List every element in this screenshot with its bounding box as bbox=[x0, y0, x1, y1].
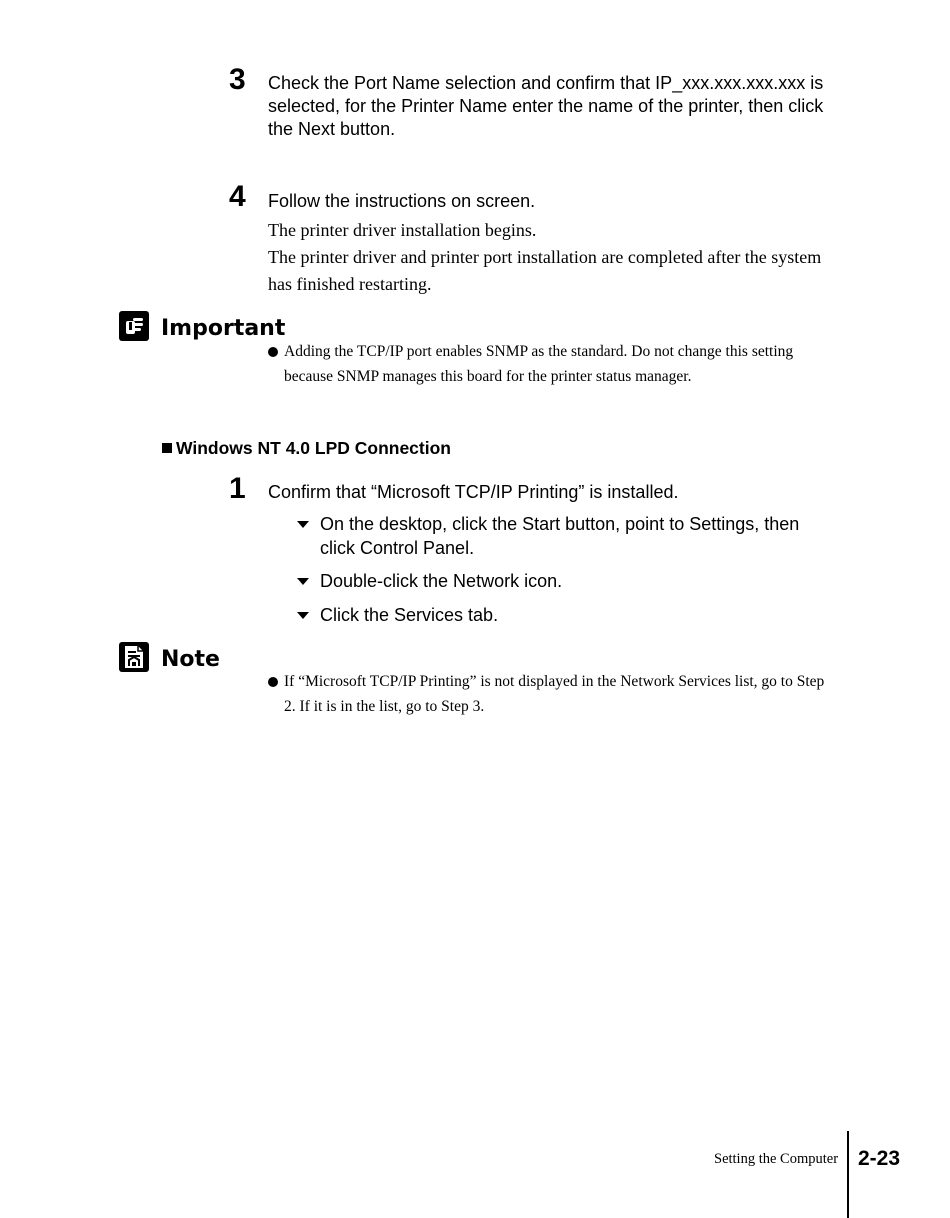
section-heading bbox=[162, 437, 451, 459]
important-bullet-text: Adding the TCP/IP port enables SNMP as the standard. Do not change this setting because SNMP manages this board for the printer status manager. bbox=[284, 343, 794, 385]
step-body-text: The printer driver and printer port installation are completed after the system has finished restarting. bbox=[268, 247, 822, 294]
important-bullet bbox=[268, 339, 838, 389]
note-bullet-text: If “Microsoft TCP/IP Printing” is not displayed in the Network Services list, go to Step 2. If it is in the list, go to Step 3. bbox=[284, 673, 825, 715]
triangle-down-icon bbox=[297, 521, 309, 528]
footer-divider bbox=[847, 1131, 849, 1218]
note-bullet bbox=[268, 669, 838, 719]
triangle-down-icon bbox=[297, 612, 309, 619]
page-number: 2-23 bbox=[858, 1147, 901, 1170]
bullet-dot bbox=[268, 677, 278, 687]
step-title: Confirm that “Microsoft TCP/IP Printing” is installed. bbox=[268, 482, 679, 502]
step-number: 3 bbox=[229, 63, 246, 96]
section-heading-text: Windows NT 4.0 LPD Connection bbox=[176, 438, 451, 458]
footer-section-title: Setting the Computer bbox=[714, 1151, 839, 1167]
step-title: Follow the instructions on screen. bbox=[268, 191, 536, 211]
step-body-text: The printer driver installation begins. bbox=[268, 220, 537, 240]
step-number: 1 bbox=[229, 472, 246, 505]
substep-item bbox=[297, 569, 837, 593]
bullet-dot bbox=[268, 347, 278, 357]
note-title: Note bbox=[161, 647, 220, 672]
substep-text: Click the Services tab. bbox=[320, 605, 499, 625]
substep-text: Double-click the Network icon. bbox=[320, 571, 563, 591]
important-title: Important bbox=[161, 316, 286, 341]
triangle-down-icon bbox=[297, 578, 309, 585]
substep-item bbox=[297, 603, 837, 627]
step-number: 4 bbox=[229, 180, 246, 213]
step-title: Check the Port Name selection and confirm that IP_xxx.xxx.xxx.xxx is selected, for the Printer Name enter the name of the printer, then click the Next button. bbox=[268, 73, 824, 139]
note-document-icon bbox=[119, 642, 149, 672]
substep-text: On the desktop, click the Start button, point to Settings, then click Control Panel. bbox=[320, 514, 800, 558]
pointing-hand-icon bbox=[119, 311, 149, 341]
square-bullet-icon bbox=[162, 443, 172, 453]
substep-item bbox=[297, 512, 837, 560]
